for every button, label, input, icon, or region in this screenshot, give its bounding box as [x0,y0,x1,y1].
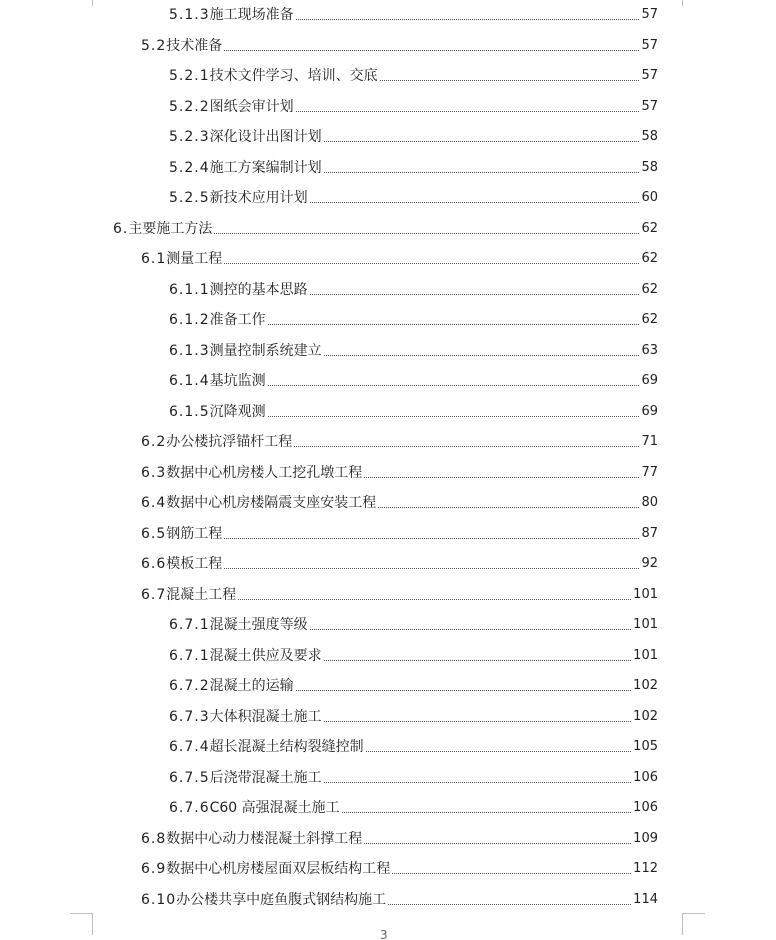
toc-entry-title: 数据中心机房楼屋面双层板结构工程 [166,861,391,877]
toc-entry-number: 5.2.2 [169,98,210,115]
toc-entry-number: 5.2 [141,37,167,54]
toc-dot-leader [296,111,640,112]
toc-entry-number: 6.6 [141,556,167,572]
toc-entry-page: 58 [641,159,658,175]
toc-entry[interactable] [169,401,658,421]
toc-entry-title: 混凝土供应及要求 [209,647,322,664]
toc-entry-page: 63 [641,342,658,358]
toc-entry[interactable] [169,614,658,634]
toc-dot-leader [378,507,639,508]
toc-entry-title: 新技术应用计划 [209,190,308,206]
toc-entry-number: 6.7.3 [169,708,210,725]
toc-dot-leader [296,19,640,20]
toc-entry-page: 109 [633,830,658,846]
toc-entry-number: 6.7 [141,586,167,603]
toc-entry-page: 57 [641,37,658,53]
toc-entry[interactable] [141,492,658,512]
toc-dot-leader [324,355,640,356]
toc-entry-title: 测量工程 [166,251,223,267]
toc-entry-number: 6.7.5 [169,769,210,786]
toc-dot-leader [268,416,640,417]
crop-mark-top-left [92,0,93,6]
toc-entry-title: 超长混凝土结构裂缝控制 [209,739,364,755]
toc-entry-title: 施工现场准备 [209,7,294,23]
toc-entry[interactable] [169,736,658,756]
toc-entry-page: 69 [641,373,658,388]
toc-entry-page: 57 [641,68,658,83]
toc-entry-title: 钢筋工程 [166,525,223,542]
toc-entry[interactable] [169,4,658,24]
toc-dot-leader [324,172,640,173]
toc-entry-title: 深化设计出图计划 [209,129,322,145]
toc-entry-page: 101 [633,647,658,663]
toc-dot-leader [310,629,632,630]
toc-entry-title: 准备工作 [209,312,266,328]
toc-entry-number: 5.2.3 [169,129,210,145]
toc-entry-page: 62 [641,312,658,327]
toc-entry[interactable] [169,767,658,787]
toc-dot-leader [268,385,640,386]
toc-entry-number: 6.10 [141,891,177,908]
toc-entry-number: 6.7.4 [169,739,210,755]
toc-entry-page: 57 [641,7,658,22]
toc-entry[interactable] [141,553,658,573]
toc-entry-title: 数据中心机房楼人工挖孔墩工程 [166,464,363,481]
toc-entry-number: 6.1.5 [169,403,210,420]
toc-dot-leader [380,80,640,81]
toc-entry-page: 92 [641,556,658,571]
toc-entry[interactable] [169,797,658,817]
toc-entry-title: 主要施工方法 [128,220,213,237]
toc-entry-number: 6.7.6 [169,800,210,816]
toc-entry[interactable] [141,462,658,482]
toc-dot-leader [342,812,632,813]
toc-dot-leader [364,843,631,844]
toc-entry-page: 87 [641,525,658,541]
toc-entry-number: 5.2.5 [169,190,210,206]
toc-entry-page: 60 [641,190,658,205]
toc-entry-title: C60 高强混凝土施工 [209,800,340,816]
toc-dot-leader [310,202,640,203]
toc-entry-number: 6.3 [141,464,167,481]
toc-dot-leader [224,538,639,539]
toc-entry-page: 62 [641,251,658,266]
toc-entry-number: 5.2.4 [169,159,210,176]
toc-entry-number: 6.1.3 [169,342,210,359]
toc-entry[interactable] [141,828,658,848]
toc-entry-number: 6. [113,220,129,237]
toc-dot-leader [214,233,639,234]
toc-entry-page: 57 [641,98,658,114]
toc-entry-number: 6.5 [141,525,167,542]
toc-entry-page: 62 [641,220,658,236]
toc-entry-page: 105 [633,739,658,754]
toc-entry-number: 6.1 [141,251,167,267]
toc-entry-number: 6.7.2 [169,678,210,694]
toc-dot-leader [324,141,640,142]
toc-dot-leader [324,660,632,661]
toc-entry-page: 58 [641,129,658,144]
crop-mark-bottom-right-h [682,913,705,914]
toc-entry-page: 112 [633,861,658,876]
toc-entry-title: 混凝土强度等级 [209,617,308,633]
toc-dot-leader [310,294,640,295]
toc-entry-number: 6.7.1 [169,617,210,633]
toc-entry-page: 114 [633,891,658,907]
toc-dot-leader [324,782,632,783]
crop-mark-bottom-left-v [92,913,93,935]
toc-entry-page: 71 [641,434,658,449]
toc-entry[interactable] [141,35,658,55]
toc-entry[interactable] [169,675,658,695]
toc-entry-title: 混凝土工程 [166,586,237,603]
toc-entry-title: 图纸会审计划 [209,98,294,115]
toc-dot-leader [388,904,631,905]
toc-entry[interactable] [169,645,658,665]
toc-entry[interactable] [169,340,658,360]
toc-entry-title: 后浇带混凝土施工 [209,769,322,786]
toc-entry-page: 106 [633,800,658,815]
toc-entry-page: 101 [633,617,658,632]
toc-entry-title: 数据中心机房楼隔震支座安装工程 [166,495,377,511]
toc-entry[interactable] [169,370,658,390]
toc-dot-leader [364,477,639,478]
toc-entry-title: 沉降观测 [209,403,266,420]
toc-entry-number: 5.1.3 [169,7,210,23]
toc-entry-page: 101 [633,586,658,602]
toc-entry[interactable] [169,309,658,329]
toc-entry[interactable] [169,96,658,116]
toc-entry-number: 6.2 [141,434,167,450]
toc-dot-leader [224,263,639,264]
toc-entry-number: 6.1.2 [169,312,210,328]
toc-dot-leader [324,721,632,722]
toc-entry-title: 办公楼抗浮锚杆工程 [166,434,293,450]
page-number: 3 [380,928,388,940]
toc-dot-leader [268,324,640,325]
toc-entry[interactable] [169,279,658,299]
toc-entry[interactable] [141,858,658,878]
toc-entry-number: 6.1.4 [169,373,210,389]
toc-entry-page: 102 [633,708,658,724]
toc-entry[interactable] [169,126,658,146]
crop-mark-bottom-right-v [682,913,683,935]
toc-entry-number: 6.9 [141,861,167,877]
toc-entry-page: 77 [641,464,658,480]
toc-entry-page: 80 [641,495,658,510]
toc-entry[interactable] [169,65,658,85]
toc-entry-page: 106 [633,769,658,785]
toc-entry[interactable] [141,584,658,604]
toc-entry-title: 基坑监测 [209,373,266,389]
toc-entry-number: 6.8 [141,830,167,847]
toc-entry-page: 102 [633,678,658,693]
toc-entry-title: 技术准备 [166,37,223,54]
toc-entry-number: 6.4 [141,495,167,511]
crop-mark-bottom-left-h [70,913,93,914]
toc-entry[interactable] [169,187,658,207]
toc-entry-page: 69 [641,403,658,419]
toc-entry-title: 测控的基本思路 [209,281,308,298]
toc-entry[interactable] [141,248,658,268]
toc-dot-leader [366,751,632,752]
toc-entry-title: 测量控制系统建立 [209,342,322,359]
toc-dot-leader [224,50,639,51]
toc-dot-leader [296,690,632,691]
toc-entry-title: 数据中心动力楼混凝土斜撑工程 [166,830,363,847]
toc-entry[interactable] [169,706,658,726]
toc-entry[interactable] [169,157,658,177]
toc-entry-title: 技术文件学习、培训、交底 [209,68,378,84]
toc-entry-title: 混凝土的运输 [209,678,294,694]
toc-entry-page: 62 [641,281,658,297]
toc-entry[interactable] [141,523,658,543]
toc-entry-title: 办公楼共享中庭鱼腹式钢结构施工 [176,891,387,908]
toc-entry[interactable] [141,431,658,451]
crop-mark-top-right [682,0,683,6]
toc-entry-number: 5.2.1 [169,68,210,84]
toc-entry-number: 6.7.1 [169,647,210,664]
toc-dot-leader [238,599,631,600]
toc-dot-leader [392,873,631,874]
toc-entry-title: 模板工程 [166,556,223,572]
toc-dot-leader [294,446,639,447]
toc-entry-title: 大体积混凝土施工 [209,708,322,725]
toc-entry[interactable] [141,889,658,909]
toc-entry-title: 施工方案编制计划 [209,159,322,176]
toc-entry[interactable] [113,218,658,238]
toc-entry-number: 6.1.1 [169,281,210,298]
toc-dot-leader [224,568,639,569]
